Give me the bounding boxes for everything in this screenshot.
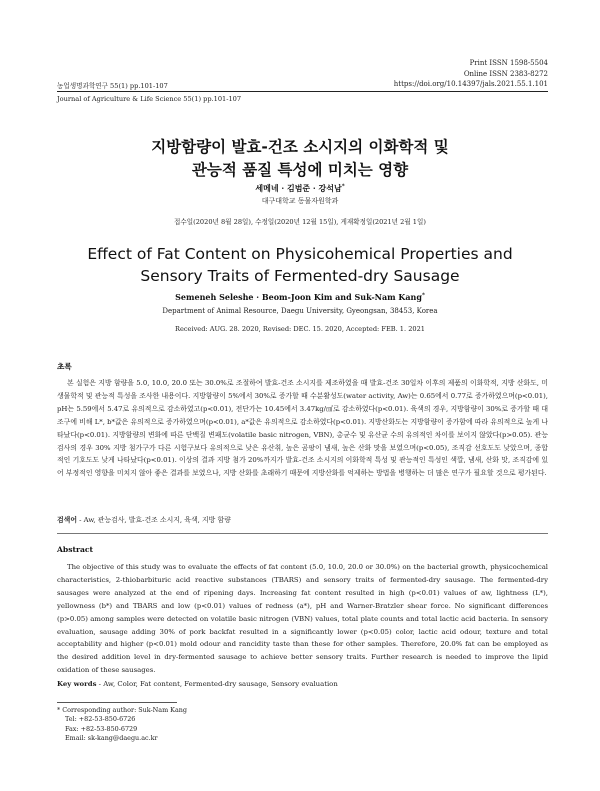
authors-korean	[60, 183, 540, 194]
footnote-rule	[57, 702, 177, 703]
corresponding-author: * Corresponding author: Suk-Nam Kang	[57, 706, 187, 714]
title-en-line-2: Sensory Traits of Fermented-dry Sausage	[140, 267, 460, 285]
dates-korean: 접수일(2020년 8월 28일), 수정일(2020년 12월 15일), 게재확정일(2021년 2월 1일)	[174, 218, 426, 226]
keywords-ko-list: - Aw, 관능검사, 발효-건조 소시지, 육색, 지방 함량	[76, 516, 231, 524]
journal-citation-ko: 농업생명과학연구 55(1) pp.101-107	[57, 82, 168, 90]
online-issn: Online ISSN 2383-8272	[463, 69, 548, 78]
corresponding-author-footnote	[57, 706, 187, 744]
doi-link[interactable]: https://doi.org/10.14397/jals.2021.55.1.101	[393, 80, 548, 88]
keywords-en-list: - Aw, Color, Fat content, Fermented-dry sausage, Sensory evaluation	[96, 680, 338, 688]
author-fax: Fax: +82-53-850-6729	[65, 724, 138, 733]
abstract-en-heading: Abstract	[57, 545, 94, 554]
header-rule	[57, 91, 548, 92]
author-email[interactable]: Email: sk-kang@daegu.ac.kr	[65, 734, 158, 743]
keywords-korean	[57, 514, 548, 524]
journal-citation-en: Journal of Agriculture & Life Science 55(1) pp.101-107	[57, 95, 242, 103]
dates-english: Received: AUG. 28. 2020, Revised: DEC. 15. 2020, Accepted: FEB. 1. 2021	[175, 325, 425, 333]
title-en-line-1: Effect of Fat Content on Physicohemical Properties and	[87, 245, 513, 263]
authors-ko-names: 세메네 · 김범준 · 강석남	[255, 183, 342, 193]
keywords-english	[57, 680, 548, 688]
affiliation-korean: 대구대학교 동물자원학과	[261, 197, 339, 205]
abstract-ko-text: 본 실험은 지방 함량을 5.0, 10.0, 20.0 또는 30.0%로 조절하여 발효-건조 소시지를 제조하였을 때 발효-건조 30일차 이후의 제품의 이화학적, 지방 산화도, 미생물학적 및 관능적 특성을 조사한 내용이다. 지방함량이 5%에서 30%로 증가할 때 수분활성도(water activity, Aw)는 0.65에서 0.77로 증가하였으며(p<0.01), pH는 5.59에서 5.47로 유의적으로 감소하였고(p<0.01), 전단가는 10.45에서 3.47kg/㎠로 감소하였다(p<0.01). 육색의 경우, 지방함량이 30%로 증가할 때 대조구에 비해 L*, b*값은 유의적으로 증가하였으며(p<0.01), a*값은 유의적으로 감소하였다(p<0.01). 지방산화도는 지방함량이 증가함에 따라 유의적으로 높게 나타났다(p<0.01). 지방함량의 변화에 따른 단백질 변패도(volatile basic nitrogen, VBN), 총균수 및 유산균 수의 유의적인 차이를 보이지 않았다(p>0.05). 관능검사의 경우 30% 지방 첨가구가 다른 시험구보다 유의적으로 낮은 유산취, 높은 곰팡이 냄새, 높은 산화 맛을 보였으며(p<0.05), 조직감 선호도도 낮았으며, 종합적인 기호도도 낮게 나타났다(p<0.01). 이상의 결과 지방 첨가 20%까지가 발효-건조 소시지의 이화학적 특성 및 관능적인 특성인 색깔, 냄새, 산화 맛, 조직감에 있어 부정적인 영향을 미치지 않아 좋은 결과를 보였으나, 지방 산화를 초래하기 때문에 지방산화를 억제하는 방법을 병행하는 더 많은 연구가 필요할 것으로 평가된다.	[57, 379, 548, 478]
abstract-en-text: The objective of this study was to evaluate the effects of fat content (5.0, 10.0, 20.0 or 30.0%) on the bacterial growth, physicochemical characteristics, 2-thiobarbituric acid reactive substances (TBARS) and sensory traits of fermented-dry sausage. The fermented-dry sausages were analyzed at the end of ripening days. Increasing fat content resulted in high (p<0.01) values of aw, lightness (L*), yellowness (b*) and TBARS and low (p<0.01) values of redness (a*), pH and Warner-Bratzler shear force. No significant differences (p>0.05) among samples were detected on volatile basic nitrogen (VBN) values, total plate counts and total lactic acid bacteria. In sensory evaluation, sausage adding 30% of pork backfat resulted in a significantly lower (p<0.05) color, lactic acid odour, texture and total acceptability and higher (p<0.01) mold odour and rancidity taste than these for other samples. Therefore, 20.0% fat can be employed as the desired addition level in dry-fermented sausage to achieve better sensory traits. Further research is needed to improve the lipid oxidation of these sausages.	[57, 563, 548, 675]
keywords-ko-label: 검색어	[57, 516, 77, 524]
affiliation-english: Department of Animal Resource, Daegu University, Gyeongsan, 38453, Korea	[162, 307, 438, 315]
print-issn: Print ISSN 1598-5504	[469, 59, 548, 67]
section-divider	[57, 533, 548, 534]
title-korean	[60, 136, 540, 182]
author-tel: Tel: +82-53-850-6726	[65, 715, 136, 724]
authors-english	[60, 292, 540, 302]
title-english	[50, 243, 550, 287]
corresponding-mark-en: *	[421, 292, 425, 299]
title-ko-line-1: 지방함량이 발효-건조 소시지의 이화학적 및	[151, 138, 449, 156]
issn-block	[394, 58, 548, 90]
title-ko-line-2: 관능적 품질 특성에 미치는 영향	[191, 161, 409, 179]
corresponding-mark-ko: *	[341, 183, 345, 190]
keywords-en-label: Key words	[57, 680, 97, 688]
abstract-ko-heading: 초록	[57, 362, 72, 371]
authors-en-names: Semeneh Seleshe · Beom-Joon Kim and Suk-Nam Kang	[175, 292, 422, 302]
